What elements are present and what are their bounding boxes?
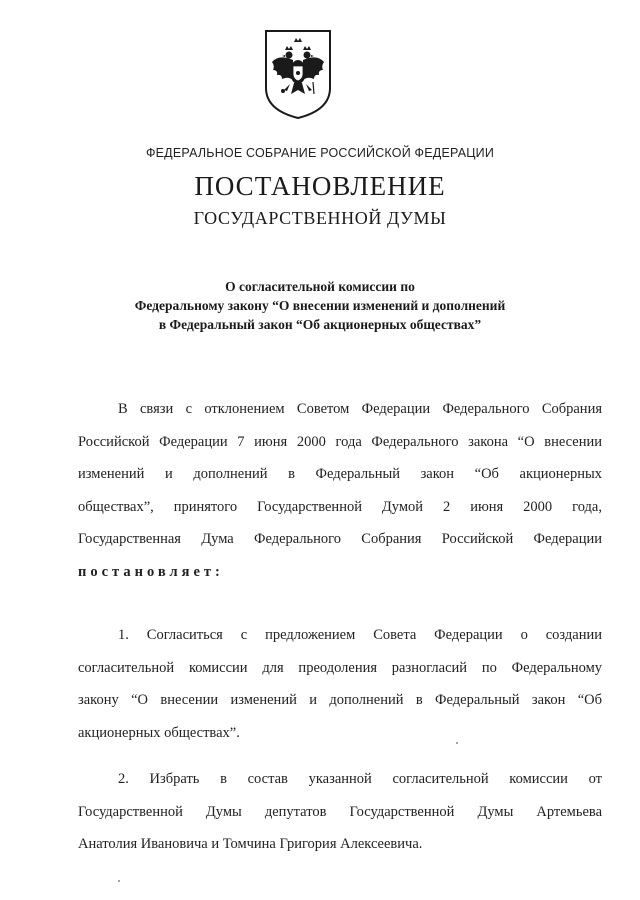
- paragraph-line: обществах”, принятого Государственной Думой 2 июня 2000 года,: [78, 498, 602, 515]
- paragraph-line: акционерных обществах”.: [78, 724, 240, 741]
- item-1-paragraph: [78, 619, 602, 749]
- issuing-body: ГОСУДАРСТВЕННОЙ ДУМЫ: [193, 208, 447, 228]
- paragraph-line: 2. Избрать в состав указанной согласительной комиссии от: [118, 771, 602, 787]
- organization-title: ФЕДЕРАЛЬНОЕ СОБРАНИЕ РОССИЙСКОЙ ФЕДЕРАЦИИ: [145, 146, 495, 160]
- scan-speck: [456, 742, 458, 744]
- decree-word: постановляет:: [78, 563, 224, 580]
- document-subject: [0, 277, 640, 334]
- paragraph-line: Анатолия Ивановича и Томчина Григория Алексеевича.: [78, 836, 423, 852]
- paragraph-line: изменений и дополнений в Федеральный закон “Об акционерных: [78, 466, 602, 482]
- subject-line: Федеральному закону “О внесении изменений и дополнений: [134, 298, 506, 313]
- paragraph-line: Государственная Дума Федерального Собрания Российской Федерации: [78, 531, 602, 547]
- paragraph-line: 1. Согласиться с предложением Совета Федерации о создании: [118, 627, 602, 643]
- paragraph-line: Российской Федерации 7 июня 2000 года Федерального закона “О внесении: [78, 433, 602, 450]
- paragraph-line: закону “О внесении изменений и дополнений в Федеральный закон “Об: [78, 692, 602, 708]
- preamble-paragraph: [78, 393, 602, 588]
- item-2-paragraph: [78, 763, 602, 861]
- paragraph-line: В связи с отклонением Советом Федерации Федерального Собрания: [118, 401, 602, 417]
- state-emblem-icon: [263, 28, 333, 120]
- paragraph-line: согласительной комиссии для преодоления разногласий по Федеральному: [78, 659, 602, 676]
- document-type: ПОСТАНОВЛЕНИЕ: [194, 171, 446, 201]
- paragraph-line: Государственной Думы депутатов Государственной Думы Артемьева: [78, 803, 602, 820]
- subject-line: в Федеральный закон “Об акционерных обществах”: [158, 317, 482, 332]
- scan-speck: [118, 880, 120, 882]
- subject-line: О согласительной комиссии по: [225, 279, 415, 294]
